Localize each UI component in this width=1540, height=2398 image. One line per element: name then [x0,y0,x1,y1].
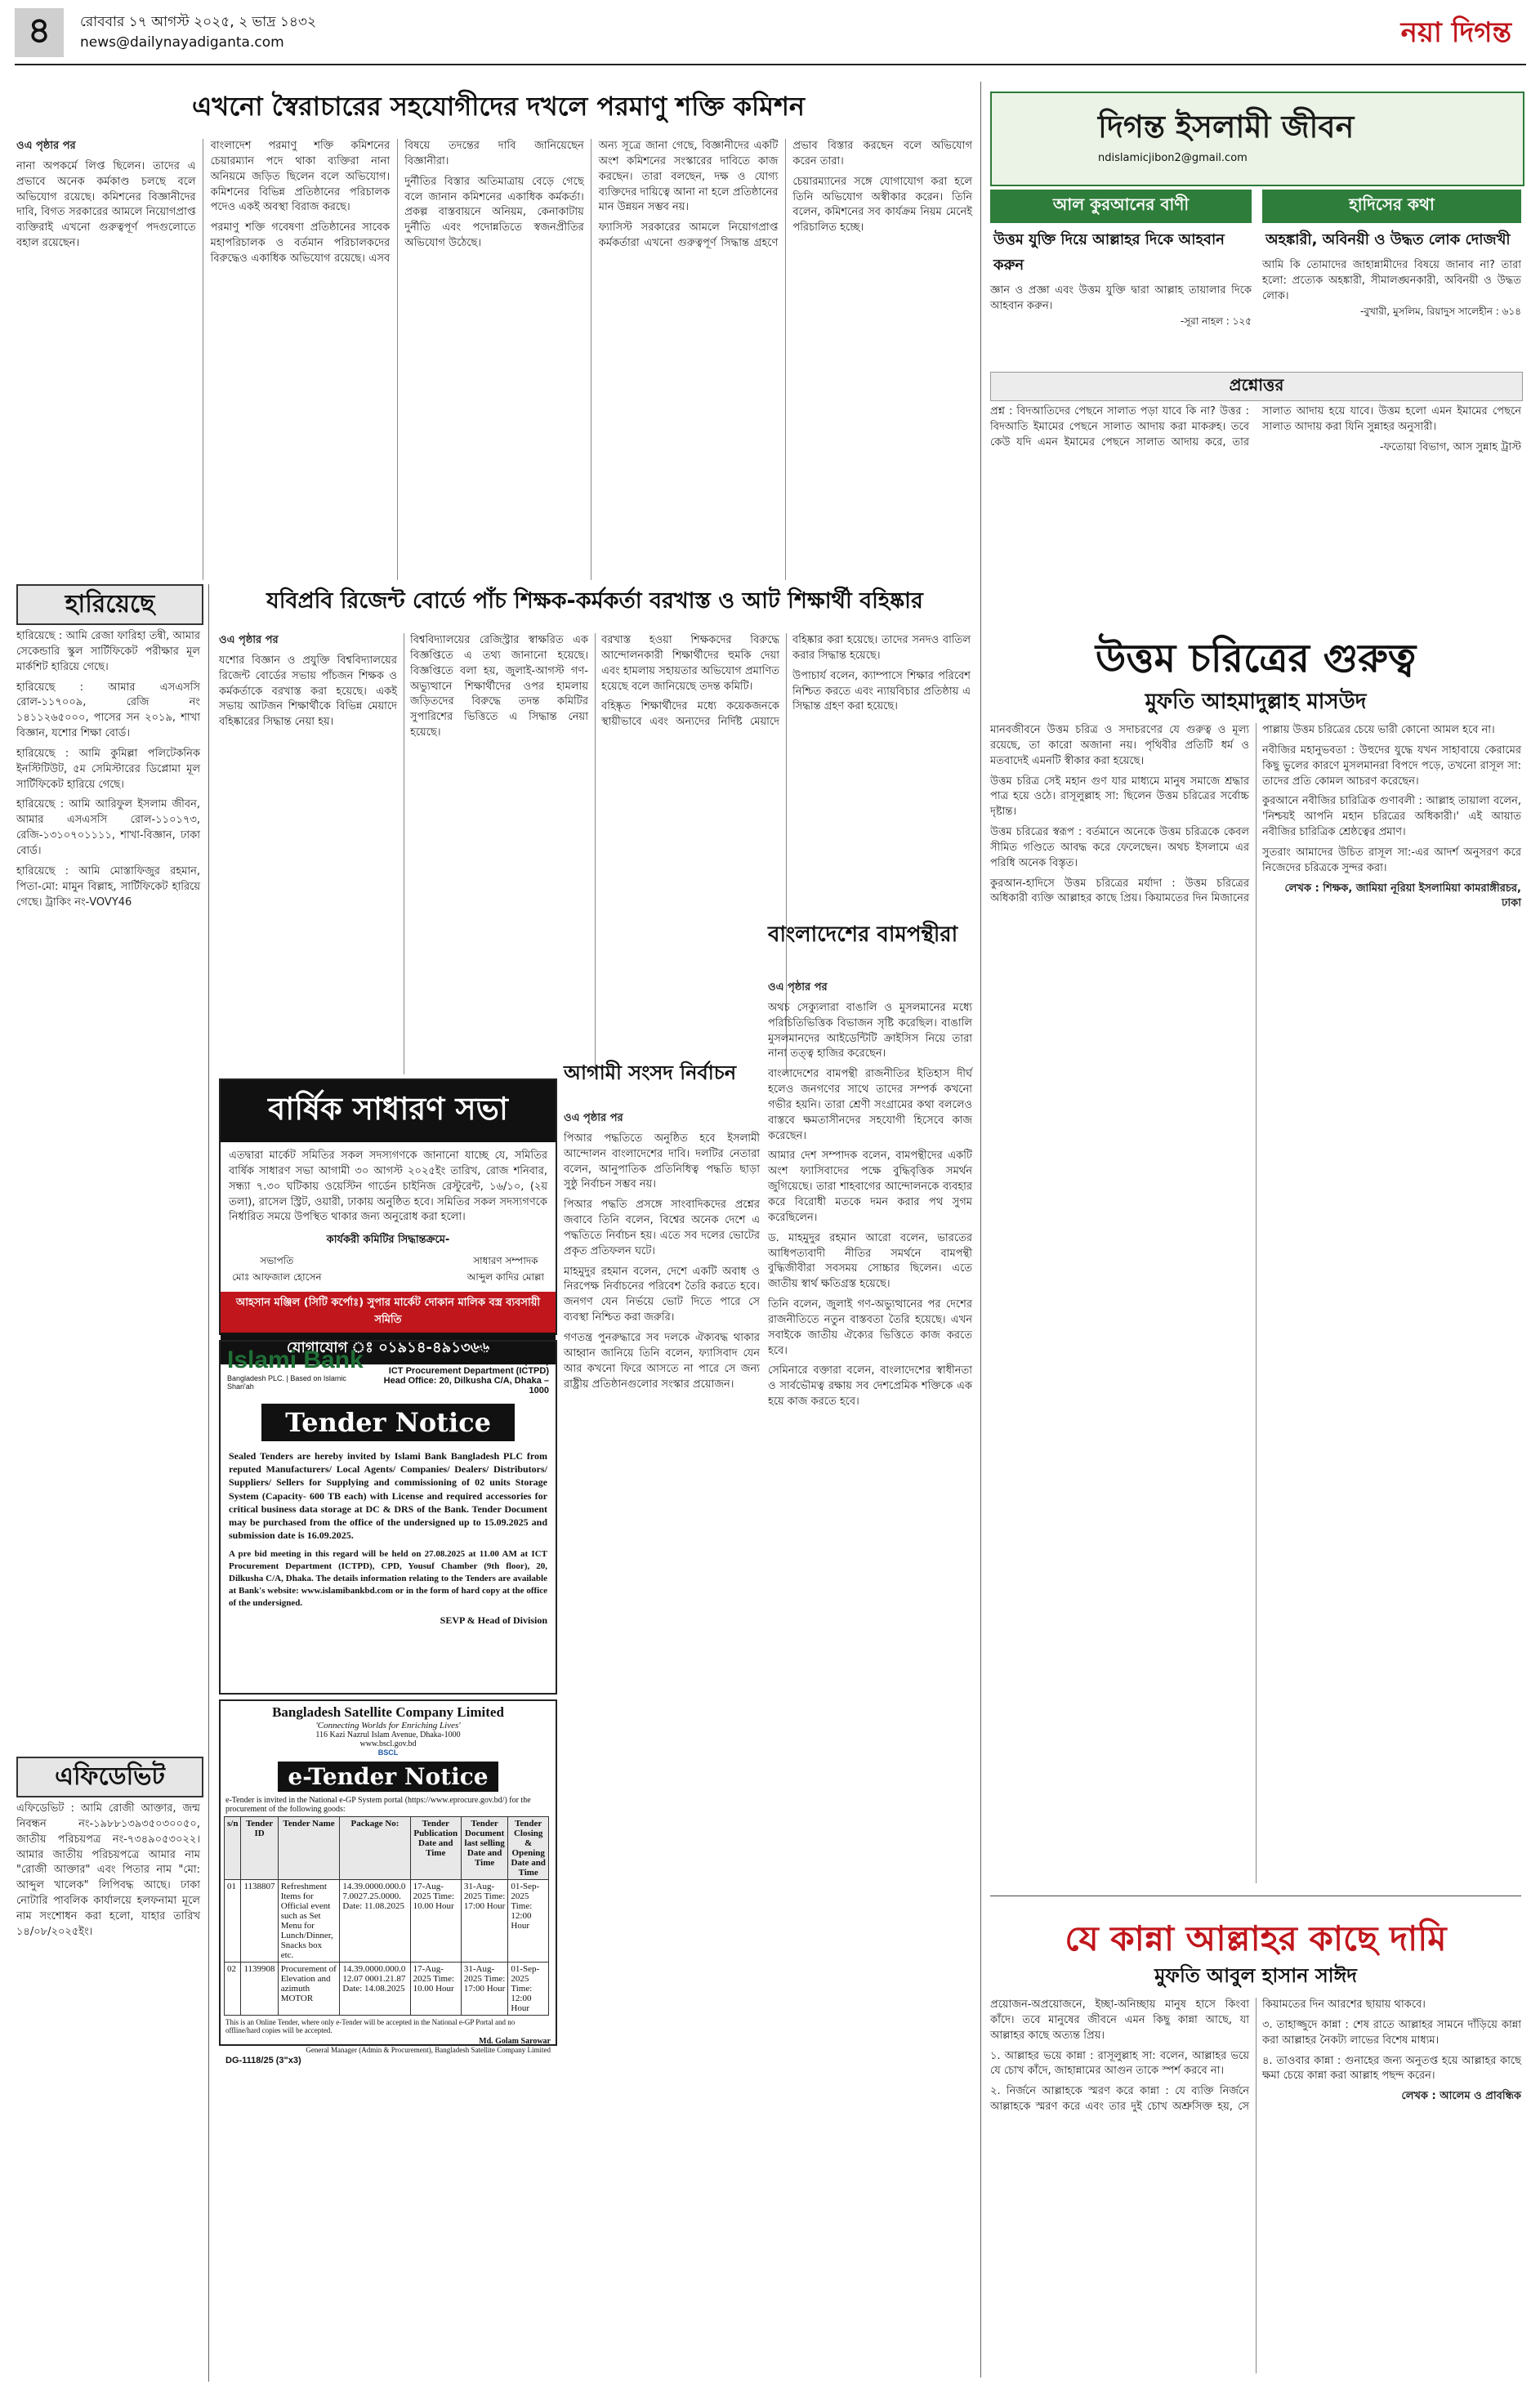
ibbl-body-2: A pre bid meeting in this regard will be held on 27.08.2025 at 11.00 AM at ICT Procurement Department (ICTPD), CPD, Yousuf Chamber (9th floor), 20, Dilkusha C/A, Dhaka. The details information relating to the Tenders are available at Bank's website: www.islamibankbd.com or in the form of hard copy at the office of the undersigned. [229,1549,547,1608]
secretary-name: আব্দুল কাদির মোল্লা [466,1271,544,1284]
election-body [564,1111,760,2369]
second-para: বিশ্ববিদ্যালয়ের রেজিস্ট্রার স্বাক্ষরিত এক বিজ্ঞপ্তিতে এ তথ্য জানানো হয়েছে। বিজ্ঞপ্তিতে বলা হয়, জুলাই-আগস্ট গণ-অভ্যুত্থানে শিক্ষার্থীদের ওপর হামলায় জড়িতদের বিরুদ্ধে তদন্ত কমিটির সুপারিশের ভিত্তিতে এ সিদ্ধান্ত নেয়া হয়েছে। [410,634,588,739]
table-cell: 31-Aug-2025 Time: 17:00 Hour [461,1963,508,2016]
islamic-email[interactable]: ndislamicjibon2@gmail.com [1098,152,1248,164]
election-para: পিআর পদ্ধতি প্রসঙ্গে সাংবাদিকদের প্রশ্নের জবাবে তিনি বলেন, বিশ্বের অনেক দেশে এ পদ্ধতিতে নির্বাচন হয়। এতে সব দলের ভোটের প্রকৃত প্রতিফলন ঘটে। [564,1199,760,1257]
col-header: Tender Document last selling Date and Time [461,1817,508,1880]
second-para: যশোর বিজ্ঞান ও প্রযুক্তি বিশ্ববিদ্যালয়ের রিজেন্ট বোর্ডের সভায় পাঁচজন শিক্ষক ও কর্মকর্তাকে বরখাস্ত করা হয়েছে। একই সভায় আটজন শিক্ষার্থীকে বিভিন্ন মেয়াদে বহিষ্কারের সিদ্ধান্ত নেয়া হয়। [219,654,397,729]
list-item: হারিয়েছে : আমি মোস্তাফিজুর রহমান, পিতা-মো: মামুন বিল্লাহ, সার্টিফিকেট হারিয়ে গেছে। ট্রাকিং নং-VOVY46 [16,864,200,909]
second-feature-credit: লেখক : আলেম ও প্রাবন্ধিক [1401,2090,1521,2103]
lead-para: অন্য সূত্রে জানা গেছে, বিজ্ঞানীদের একটি অংশ কমিশনের সংস্কারের দাবিতে কাজ করছেন। তারা বলছেন, দক্ষ ও যোগ্য ব্যক্তিদের দায়িত্বে আনা না হলে প্রতিষ্ঠানের মান উন্নয়ন সম্ভব নয়। [598,140,779,214]
hadith-label: হাদিসের কথা [1262,190,1521,223]
issue-date: রোববার ১৭ আগস্ট ২০২৫, ২ ভাদ্র ১৪৩২ [80,14,317,30]
ibbl-logo [227,1346,369,1395]
hadith-box [1262,190,1521,361]
ibbl-tender-title: Tender Notice [261,1404,515,1441]
second-jump: ওএ পৃষ্ঠার পর [219,634,279,646]
quran-ref: -সূরা নাহল : ১২৫ [1180,315,1252,327]
ops-wing: Operations Wing [477,1346,549,1356]
ibbl-tender [219,1340,557,1695]
lead-para: দুর্নীতির বিস্তার অতিমাত্রায় বেড়ে গেছে বলে জানান কমিশনের একাধিক কর্মকর্তা। প্রকল্প বাস্তবায়নে অনিয়ম, কেনাকাটায় দুর্নীতি এবং পদোন্নতিতে স্বজনপ্রীতির অভিযোগ উঠেছে। [404,175,584,250]
feature-author: মুফতি আহমাদুল্লাহ মাসউদ [1145,690,1367,714]
table-cell: 02 [225,1963,241,2016]
agm-title: বার্ষিক সাধারণ সভা [221,1080,556,1142]
division-2: ICT Procurement Department (ICTPD) [388,1366,549,1376]
ibbl-header [221,1342,556,1400]
election-para: গণতন্ত্র পুনরুদ্ধারে সব দলকে ঐক্যবদ্ধ থাকার আহ্বান জানিয়ে তিনি বলেন, ফ্যাসিবাদ যেন আর কখনো ফিরে আসতে না পারে সে জন্য রাষ্ট্রীয় প্রতিষ্ঠানগুলোর সংস্কার প্রয়োজন। [564,1331,760,1391]
col-header: Tender Name [278,1817,340,1880]
bank-sub: Bangladesh PLC. | Based on Islamic Shari'ah [227,1374,346,1391]
hadith-ref: -বুখারী, মুসলিম, রিয়াদুস সালেহীন : ৬১৪ [1359,305,1521,317]
masthead-rule [15,64,1526,65]
left-story-para: ড. মাহমুদুর রহমান আরো বলেন, ভারতের আধিপত্যবাদী নীতির সমর্থনে বামপন্থী বুদ্ধিজীবীরা সবসময় সোচ্চার ছিলেন। এতে জাতীয় স্বার্থ ক্ষতিগ্রস্ত হয়েছে। [768,1231,972,1291]
hadith-title: অহঙ্কারী, অবিনয়ী ও উদ্ধত লোক দোজখী [1265,231,1511,248]
table-cell: 1139908 [241,1963,278,2016]
left-story-body [768,980,972,2369]
affidavit-text: এফিডেভিট : আমি রোজী আক্তার, জন্ম নিবন্ধন নং-১৯৮৮১৩৯৩৫০৩০০৫০, জাতীয় পরিচয়পত্র নং-৭৩৪৯০৫৩০২২। আমার জাতীয় পরিচয়পত্রে আমার নাম "রোজী আক্তার" এবং পিতার নাম "মো: আব্দুল খালেক" লিপিবদ্ধ আছে। ঢাকা নোটারি পাবলিক কার্যালয়ে হলফনামা মূলে নাম সংশোধন করা হলো, যাহার তারিখ ১৪/০৮/২০২৫ইং। [16,1802,200,1938]
agm-org: আহসান মঞ্জিল (সিটি কর্পোঃ) সুপার মার্কেট দোকান মালিক বস্ত্র ব্যবসায়ী সমিতি [221,1292,556,1333]
lead-para: নানা অপকর্মে লিপ্ত ছিলেন। তাদের এ প্রভাবে অনেক কর্মকাণ্ড চলছে বলে অভিযোগ রয়েছে। কমিশনের বিজ্ঞানীদের দাবি, বিগত সরকারের আমলে নিয়োগপ্রাপ্ত ব্যক্তিরাই এখনো গুরুত্বপূর্ণ পদগুলোতে বহাল রয়েছেন। [16,159,196,250]
bscl-company: Bangladesh Satellite Company Limited [272,1704,504,1720]
list-item: হারিয়েছে : আমার এসএসসি রোল-১১৭০০৯, রেজি নং ১৪১১২৬৫০০০, পাসের সন ২০১৯, শাখা বিজ্ঞান, যশোর শিক্ষা বোর্ড। [16,681,200,740]
table-header-row [225,1817,549,1880]
second-para: বরখাস্ত হওয়া শিক্ষকদের বিরুদ্ধে আন্দোলনকারী শিক্ষার্থীদের হুমকি দেয়া এবং হামলায় সহায়তার অভিযোগ প্রমাণিত হয়েছে বলে জানিয়েছে তদন্ত কমিটি। [601,634,779,693]
second-feature-para: প্রয়োজন-অপ্রয়োজনে, ইচ্ছা-অনিচ্ছায় মানুষ হাসে কিংবা কাঁদে। তবে মানুষের জীবনে এমন কিছু কান্না আছে, যা আল্লাহর কাছে অত্যন্ত প্রিয়। [990,1998,1249,2042]
lead-para: বাংলাদেশ পরমাণু শক্তি কমিশনের চেয়ারম্যান পদে থাকা ব্যক্তিরা নানা অনিয়মে জড়িত ছিলেন বলে অভিযোগ। কমিশনের বিভিন্ন প্রতিষ্ঠানের পরিচালক পদেও একই অবস্থা বিরাজ করছে। [210,140,391,214]
second-feature-para: ৪. তাওবার কান্না : গুনাহের জন্য অনুতপ্ত হয়ে আল্লাহর কাছে ক্ষমা চেয়ে কান্না করা আল্লাহ পছন্দ করেন। [1262,2054,1521,2083]
election-headline: আগামী সংসদ নির্বাচন [564,1061,737,1084]
bscl-dg-code: DG-1118/25 (3"x3) [225,2056,301,2065]
table-cell: 01 [225,1880,241,1963]
column-divider [208,584,209,2382]
lead-para: ফ্যাসিস্ট সরকারের আমলে নিয়োগপ্রাপ্ত কর্মকর্তারা এখনো গুরুত্বপূর্ণ সিদ্ধান্ত গ্রহণে প্রভাব বিস্তার করছেন বলে অভিযোগ করেন তারা। [598,140,972,250]
table-cell: 14.39.0000.000.0 12.07 0001.21.87 Date: 14.08.2025 [340,1963,410,2016]
president-label: সভাপতি [260,1255,294,1267]
lead-para: চেয়ারম্যানের সঙ্গে যোগাযোগ করা হলে তিনি অভিযোগ অস্বীকার করেন। তিনি বলেন, কমিশনের সব কার্যক্রম নিয়ম মেনেই পরিচালিত হচ্ছে। [792,175,972,234]
col-header: Tender Publication Date and Time [410,1817,461,1880]
qa-credit: -ফতোয়া বিভাগ, আস সুন্নাহ ট্রাস্ট [1379,440,1521,453]
quran-title: উত্তম যুক্তি দিয়ে আল্লাহর দিকে আহবান করুন [993,231,1225,274]
agm-contact[interactable]: যোগাযোগ ঃ ০১৯১৪-৪৯১৩৬৬ [221,1333,556,1364]
head-office: Head Office: 20, Dilkusha C/A, Dhaka – 1000 [383,1376,549,1395]
feature-para: কুরআন-হাদিসে উত্তম চরিত্রের মর্যাদা : উত্তম চরিত্রের অধিকারী ব্যক্তি আল্লাহর কাছে প্রিয়। কিয়ামতের দিন মিজানের পাল্লায় উত্তম চরিত্রের চেয়ে ভারী কোনো আমল হবে না। [990,724,1495,905]
table-cell: 01-Sep-2025 Time: 12:00 Hour [508,1880,549,1963]
qa-body [990,404,1521,584]
missing-tag: হারিয়েছে [16,584,203,625]
bscl-intro: e-Tender is invited in the National e-GP System portal (https://www.eprocure.gov.bd/) for the procurement of the following goods: [225,1796,531,1814]
second-feature-body [990,1998,1521,2373]
second-headline: যবিপ্রবি রিজেন্ট বোর্ডে পাঁচ শিক্ষক-কর্মকর্তা বরখাস্ত ও আট শিক্ষার্থী বহিষ্কার [266,588,923,614]
table-cell: 1138807 [241,1880,278,1963]
secretary-label: সাধারণ সম্পাদক [473,1255,538,1267]
election-para: পিআর পদ্ধতিতে অনুষ্ঠিত হবে ইসলামী আন্দোলন বাংলাদেশের দাবি। দলটির নেতারা বলেন, আনুপাতিক প্রতিনিধিত্ব পদ্ধতি ছাড়া সুষ্ঠু নির্বাচন সম্ভব নয়। [564,1132,760,1191]
qa-head: প্রশ্নোত্তর [990,372,1523,401]
missing-list [16,629,200,1544]
feature-para: সুতরাং আমাদের উচিত রাসূল সা:-এর আদর্শ অনুসরণ করে নিজেদের চরিত্রকে সুন্দর করা। [1262,846,1521,874]
table-row [225,1880,549,1963]
bscl-signer-title: General Manager (Admin & Procurement), Bangladesh Satellite Company Limited [306,2046,551,2054]
second-feature-para: ২. নির্জনে আল্লাহকে স্মরণ করে কান্না : যে ব্যক্তি নির্জনে আল্লাহকে স্মরণ করে এবং তার দুই চোখ অশ্রুসিক্ত হয়, সে কিয়ামতের দিন আরশের ছায়ায় থাকবে। [990,1998,1426,2114]
newspaper-logo: নয়া দিগন্ত [1400,16,1511,49]
second-feature-title: যে কান্না আল্লাহর কাছে দামি [1065,1918,1447,1958]
bscl-tagline: 'Connecting Worlds for Enriching Lives' [315,1721,461,1730]
ibbl-body: Sealed Tenders are hereby invited by Islami Bank Bangladesh PLC from reputed Manufacturers/ Local Agents/ Companies/ Dealers/ Distributors/ Suppliers/ Sellers for Supplying and commissioning of 02 units Storage System (Capacity- 600 TB each) with License and required accessories for critical business data storage at DC & DRS of the Bank. Tender Document may be purchased from the office of the undersigned up to 15.09.2025 and submission date is 16.09.2025. [229,1450,547,1542]
bscl-address: 116 Kazi Nazrul Islam Avenue, Dhaka-1000 [315,1730,461,1739]
quran-label: আল কুরআনের বাণী [990,190,1252,223]
bscl-tender-table [224,1816,549,2016]
left-story-headline: বাংলাদেশের বামপন্থীরা [768,922,958,947]
second-feature-para: ৩. তাহাজ্জুদে কান্না : শেষ রাতে আল্লাহর সামনে দাঁড়িয়ে কান্না করা আল্লাহর নৈকট্য লাভের বিশেষ মাধ্যম। [1262,2018,1521,2047]
col-header: Tender ID [241,1817,278,1880]
feature-para: নবীজির মহানুভবতা : উহুদের যুদ্ধে যখন সাহাবায়ে কেরামের কিছু ভুলের কারণে মুসলমানরা বিপদে পড়ে, তখনো রাসূল সা: তাদের প্রতি কোমল আচরণ করেছেন। [1262,744,1521,788]
division-1: Central Procurement Division (CPD) [395,1356,549,1366]
feature-para: উত্তম চরিত্র সেই মহান গুণ যার মাধ্যমে মানুষ সমাজে শ্রদ্ধার পাত্র হয়ে ওঠে। রাসূলুল্লাহ সা: ছিলেন উত্তম চরিত্রের সর্বোচ্চ দৃষ্টান্ত। [990,775,1249,819]
quran-box [990,190,1252,361]
masthead-email[interactable]: news@dailynayadiganta.com [80,34,284,51]
feature-para: উত্তম চরিত্রের স্বরূপ : বর্তমানে অনেকে উত্তম চরিত্রকে কেবল সীমিত গণ্ডিতে আবদ্ধ করে ফেলেছেন। অথচ ইসলামে এর পরিধি অনেক বিস্তৃত। [990,826,1249,869]
left-story-para: অথচ সেক্যুলারা বাঙালি ও মুসলমানের মধ্যে পরিচিতিভিত্তিক বিভাজন সৃষ্টি করেছিল। বাঙালি মুসলমানদের আইডেন্টিটি ক্রাইসিস নিয়ে তারা নানা তত্ত্ব হাজির করেছেন। [768,1001,972,1061]
table-cell: 14.39.0000.000.0 7.0027.25.0000. Date: 11.08.2025 [340,1880,410,1963]
qa-text: প্রশ্ন : বিদআতিদের পেছনে সালাত পড়া যাবে কি না? উত্তর : বিদআতি ইমামের পেছনে সালাত আদায় করা মাকরুহ। তবে কেউ যদি এমন ইমামের পেছনে সালাত আদায় করে, তার সালাত আদায় হয়ে যাবে। উত্তম হলো এমন ইমামের পেছনে সালাত আদায় করা যিনি সুন্নাহর অনুসারী। [990,405,1521,449]
bscl-tender-title: e-Tender Notice [278,1762,498,1792]
election-jump: ওএ পৃষ্ঠার পর [564,1112,623,1124]
list-item: হারিয়েছে : আমি আরিফুল ইসলাম জীবন, আমার এসএসসি রোল-১১০১৭৩, রেজি-১৩১০৭০১১১১, শাখা-বিজ্ঞান, ঢাকা বোর্ড। [16,798,200,857]
feature-para: কুরআনে নবীজির চারিত্রিক গুণাবলী : আল্লাহ তায়ালা বলেন, 'নিশ্চয়ই আপনি মহান চরিত্রের অধিকারী।' এই আয়াত নবীজির চারিত্রিক শ্রেষ্ঠত্বের প্রমাণ। [1262,795,1521,839]
quran-text: জ্ঞান ও প্রজ্ঞা এবং উত্তম যুক্তি দ্বারা আল্লাহ তায়ালার দিকে আহবান করুন। [990,284,1252,312]
list-item: হারিয়েছে : আমি কুমিল্লা পলিটেকনিক ইনস্টিটিউট, ৫ম সেমিস্টারের ডিপ্লোমা মূল সার্টিফিকেট হারিয়ে গেছে। [16,747,200,791]
ibbl-signatory: SEVP & Head of Division [440,1614,547,1626]
table-cell: 17-Aug-2025 Time: 10.00 Hour [410,1963,461,2016]
bscl-footer: This is an Online Tender, where only e-Tender will be accepted in the National e-GP Portal and no offline/hard copies will be accepted. [225,2018,516,2034]
ibbl-division-block [369,1346,549,1395]
col-header: Tender Closing & Opening Date and Time [508,1817,549,1880]
lead-para: পরমাণু শক্তি গবেষণা প্রতিষ্ঠানের সাবেক মহাপরিচালক ও বর্তমান পরিচালকদের বিরুদ্ধেও একাধিক অভিযোগ রয়েছে। এসব বিষয়ে তদন্তের দাবি জানিয়েছেন বিজ্ঞানীরা। [210,140,584,265]
second-para: উপাচার্য বলেন, ক্যাম্পাসে শিক্ষার পরিবেশ নিশ্চিত করতে এবং ন্যায়বিচার প্রতিষ্ঠায় এ সিদ্ধান্ত গ্রহণ করা হয়েছে। [792,669,971,713]
table-cell: 31-Aug-2025 Time: 17:00 Hour [461,1880,508,1963]
masthead [15,8,1526,60]
islamic-banner [990,92,1524,186]
list-item: হারিয়েছে : আমি রেজা ফারিহা তন্বী, আমার সেকেন্ডারি স্কুল সার্টিফিকেট পরীক্ষার মূল মার্কশিট হারিয়ে গেছে। [16,630,200,673]
islamic-banner-title: দিগন্ত ইসলামী জীবন [1098,109,1355,145]
left-story-para: আমার দেশ সম্পাদক বলেন, বামপন্থীদের একটি অংশ ফ্যাসিবাদের পক্ষে বুদ্ধিবৃত্তিক সমর্থন জুগিয়েছে। তারা শাহবাগের আন্দোলনকে ব্যবহার করে বিরোধী মতকে দমন করার পথ সুগম করেছিলেন। [768,1150,972,1224]
agm-committee: কার্যকরী কমিটির সিদ্ধান্তক্রমে- [326,1234,450,1247]
president-name: মোঃ আফজাল হোসেন [232,1271,322,1284]
lead-jump: ওএ পৃষ্ঠার পর [16,140,76,152]
feature-para: মানবজীবনে উত্তম চরিত্র ও সদাচরণের যে গুরুত্ব ও মূল্য রয়েছে, তা কারো অজানা নয়। পৃথিবীর প্রতিটি ধর্ম ও মতবাদেই এমনটি স্বীকার করা হয়েছে। [990,724,1249,767]
page-divider [980,82,981,2378]
agm-president [232,1254,322,1287]
agm-body: এতদ্বারা মার্কেট সমিতির সকল সদস্যগণকে জানানো যাচ্ছে যে, সমিতির বার্ষিক সাধারণ সভা আগামী ৩০ আগস্ট ২০২৫ইং তারিখ, রোজ শনিবার, সন্ধ্যা ৭.৩০ ঘটিকায় ওয়েস্টিন গার্ডেন চাইনিজ রেস্টুরেন্ট, ১৬/১০, (২য় তলা), রাসেল স্ট্রিট, ওয়ারী, ঢাকায় অনুষ্ঠিত হবে। সমিতির সকল সদস্যগণকে নির্ধারিত সময়ে উপস্থিত থাকার জন্য অনুরোধ করা হলো। [229,1150,547,1224]
left-story-jump: ওএ পৃষ্ঠার পর [768,981,828,994]
left-story-para: তিনি বলেন, জুলাই গণ-অভ্যুত্থানের পর দেশের রাজনীতিতে নতুন বাস্তবতা তৈরি হয়েছে। এখন সবাইকে জাতীয় ঐক্যের ভিত্তিতে কাজ করতে হবে। [768,1298,972,1357]
agm-secretary [467,1254,544,1287]
second-para: বহিষ্কৃত শিক্ষার্থীদের মধ্যে কয়েকজনকে স্থায়ীভাবে এবং অন্যদের নির্দিষ্ট মেয়াদে বহিষ্কার করা হয়েছে। তাদের সনদও বাতিল করার সিদ্ধান্ত হয়েছে। [601,634,971,729]
left-story-para: বাংলাদেশের বামপন্থী রাজনীতির ইতিহাস দীর্ঘ হলেও জনগণের সাথে তাদের সম্পর্ক কখনো গভীর হয়নি। তারা শ্রেণী সংগ্রামের কথা বললেও বাস্তবে ক্ষমতাসীনদের সহযোগী হিসেবে কাজ করেছেন। [768,1068,972,1142]
hadith-text: আমি কি তোমাদের জাহান্নামীদের বিষয়ে জানাব না? তারা হলো: প্রত্যেক অহঙ্কারী, সীমালঙ্ঘনকারী, অবিনয়ী ও উদ্ধত লোক। [1262,259,1521,302]
bscl-website[interactable]: www.bscl.gov.bd [359,1739,417,1748]
bscl-tender [219,1699,557,2065]
table-cell: Refreshment Items for Official event such as Set Menu for Lunch/Dinner, Snacks box etc. [278,1880,340,1963]
left-story-para: সেমিনারে বক্তারা বলেন, বাংলাদেশের স্বাধীনতা ও সার্বভৌমত্ব রক্ষায় সব দেশপ্রেমিক শক্তিকে এক হয়ে কাজ করতে হবে। [768,1364,972,1409]
table-row [225,1963,549,2016]
lead-headline: এখনো স্বৈরাচারের সহযোগীদের দখলে পরমাণু শক্তি কমিশন [191,91,806,122]
table-cell: 17-Aug-2025 Time: 10.00 Hour [410,1880,461,1963]
election-para: মাহমুদুর রহমান বলেন, দেশে একটি অবাধ ও নিরপেক্ষ নির্বাচনের পরিবেশ তৈরি করতে হবে। জনগণ যেন নির্ভয়ে ভোট দিতে পারে সে ব্যবস্থা নিশ্চিত করা জরুরি। [564,1265,760,1324]
second-feature-author: মুফতি আবুল হাসান সাঈদ [1154,1964,1357,1987]
col-header: Package No: [340,1817,410,1880]
table-cell: 01-Sep-2025 Time: 12:00 Hour [508,1963,549,2016]
feature-title: উত্তম চরিত্রের গুরুত্ব [1095,636,1417,681]
agm-signatures [221,1249,556,1292]
bscl-signer: Md. Golam Sarowar [479,2037,551,2046]
affidavit-tag: এফিডেভিট [16,1757,203,1797]
table-cell: Procurement of Elevation and azimuth MOTOR [278,1963,340,2016]
second-feature-para: ১. আল্লাহর ভয়ে কান্না : রাসূলুল্লাহ সা: বলেন, আল্লাহর ভয়ে যে চোখ কাঁদে, জাহান্নামের আগুন তাকে স্পর্শ করবে না। [990,2049,1249,2078]
page-number: ৪ [15,8,64,57]
lead-body [16,139,972,580]
feature-body [990,723,1521,1883]
bscl-logo: BSCL [377,1748,399,1757]
bank-name: Islami Bank [227,1346,364,1373]
feature-credit: লেখক : শিক্ষক, জামিয়া নূরিয়া ইসলামিয়া কামরাঙ্গীরচর, ঢাকা [1284,882,1521,910]
col-header: s/n [225,1817,241,1880]
bscl-header [221,1701,556,1760]
